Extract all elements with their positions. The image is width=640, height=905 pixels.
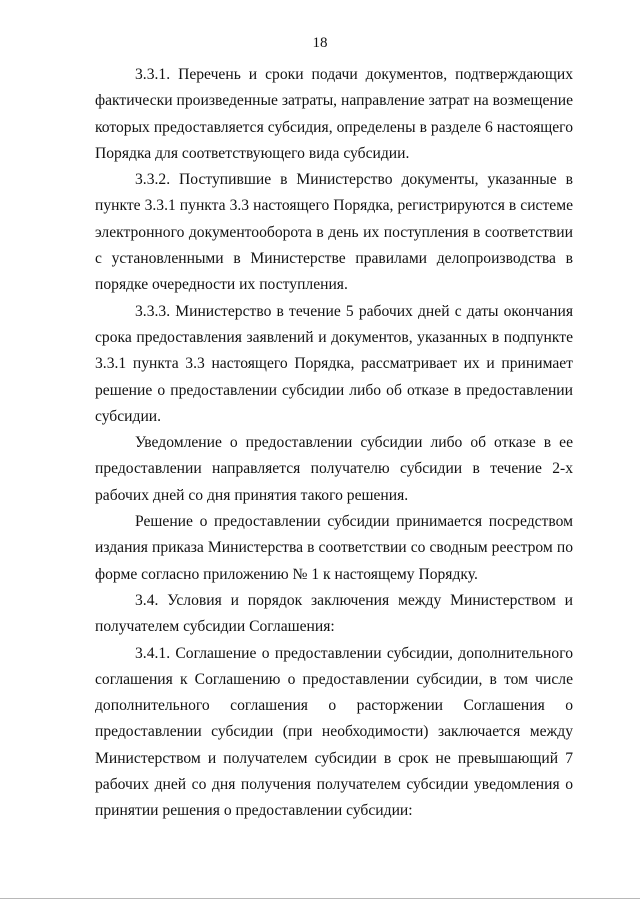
paragraph-3-3-1: 3.3.1. Перечень и сроки подачи документов, подтверждающих фактически произведенные затраты, направление затрат на возмещение которых предоставляется субсидия, определены в разделе 6 настоящего Порядка для соответствующего вида субсидии. bbox=[95, 66, 573, 162]
paragraph-3-3-3: 3.3.3. Министерство в течение 5 рабочих дней с даты окончания срока предоставления заявлений и документов, указанных в подпункте 3.3.1 пункта 3.3 настоящего Порядка, рассматривает их и принимает решение о предоставлении субсидии либо об отказе в предоставлении субсидии. bbox=[95, 302, 573, 425]
paragraph-notification: Уведомление о предоставлении субсидии либо об отказе в ее предоставлении направляется получателю субсидии в течение 2-х рабочих дней со дня принятия такого решения. bbox=[95, 434, 573, 504]
page-bottom-edge bbox=[0, 898, 640, 899]
document-body bbox=[95, 62, 573, 825]
page-number: 18 bbox=[312, 35, 328, 51]
paragraph-decision: Решение о предоставлении субсидии принимается посредством издания приказа Министерства в соответствии со сводным реестром по форме согласно приложению № 1 к настоящему Порядку. bbox=[95, 513, 573, 583]
paragraph-3-4-1: 3.4.1. Соглашение о предоставлении субсидии, дополнительного соглашения к Соглашению о предоставлении субсидии, в том числе дополнительного соглашения о расторжении Соглашения о предоставлении субсидии (при необходимости) заключается между Министерством и получателем субсидии в срок не превышающий 7 рабочих дней со дня получения получателем субсидии уведомления о принятии решения о предоставлении субсидии: bbox=[95, 644, 573, 820]
paragraph-3-4: 3.4. Условия и порядок заключения между Министерством и получателем субсидии Соглашения: bbox=[95, 591, 573, 636]
paragraph-3-3-2: 3.3.2. Поступившие в Министерство документы, указанные в пункте 3.3.1 пункта 3.3 настоящего Порядка, регистрируются в системе электронного документооборота в день их поступления в соответствии с установленными в Министерстве правилами делопроизводства в порядке очередности их поступления. bbox=[95, 171, 573, 294]
